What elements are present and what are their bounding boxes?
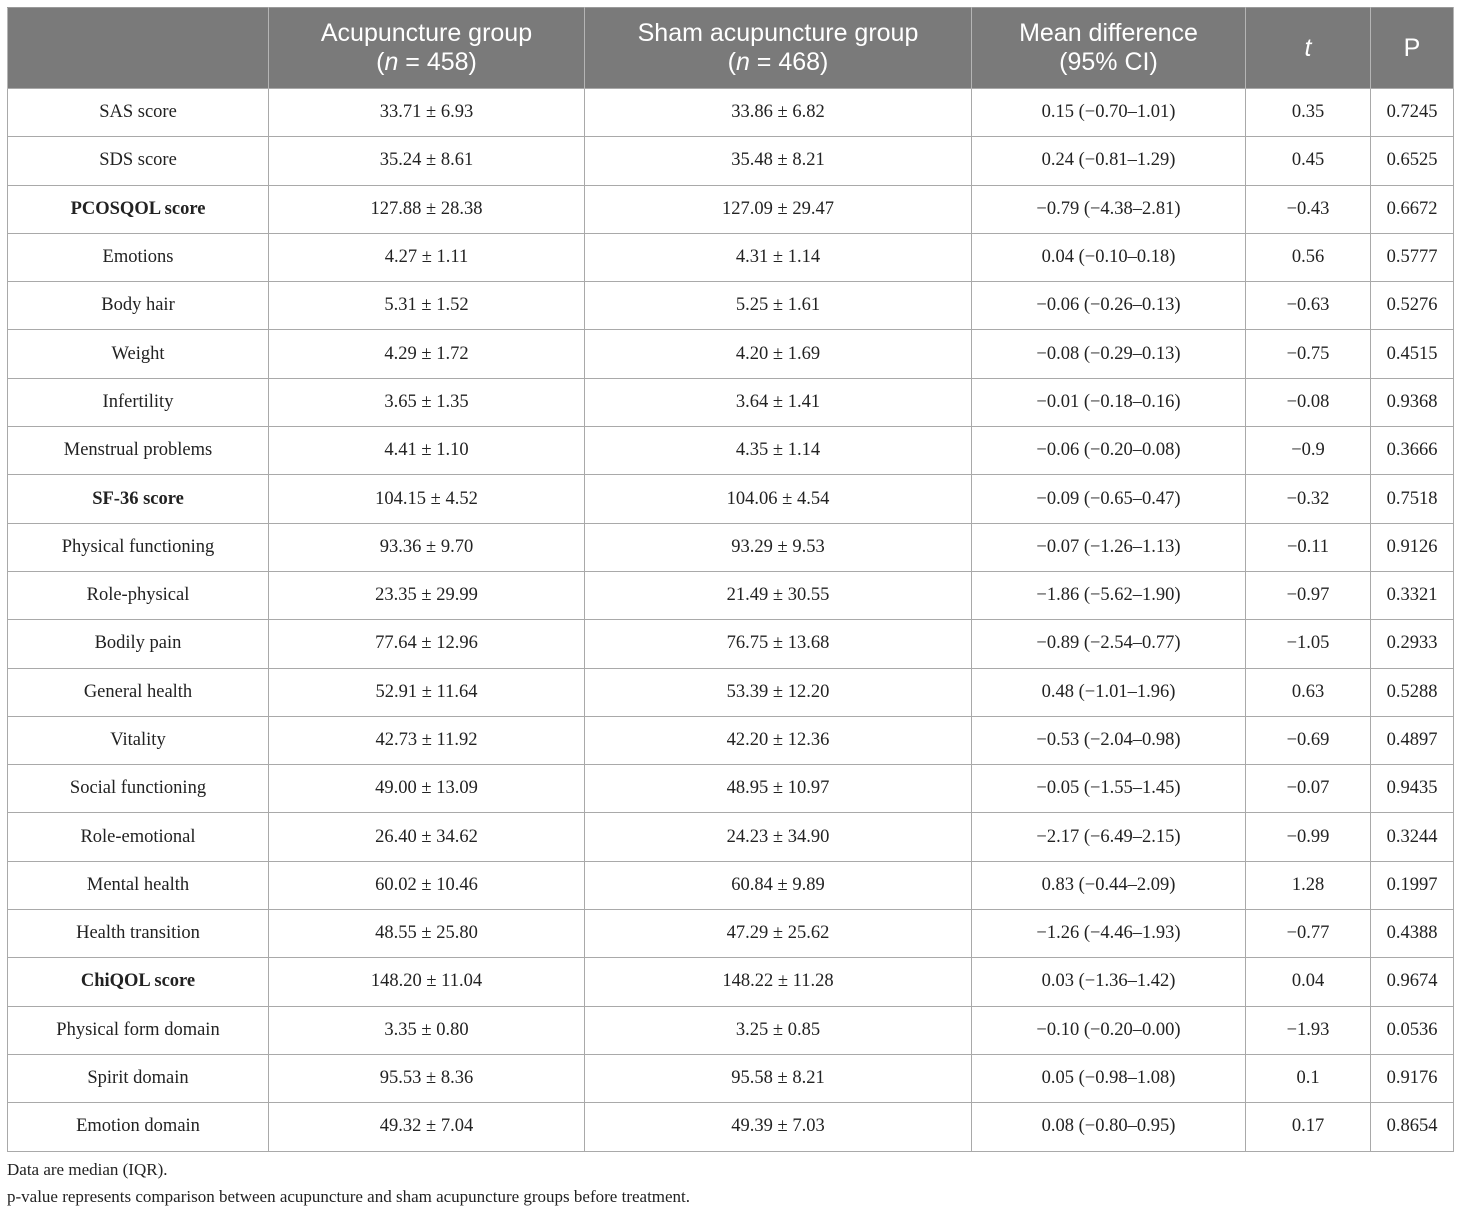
p-value-cell: 0.7245 (1371, 89, 1454, 137)
sham-value-cell: 60.84 ± 9.89 (585, 861, 972, 909)
sham-value-cell: 35.48 ± 8.21 (585, 137, 972, 185)
row-label-cell: Menstrual problems (8, 427, 269, 475)
header-sham-n (591, 48, 965, 77)
table-row (8, 185, 1454, 233)
header-row (8, 8, 1454, 89)
t-value-cell: −0.32 (1246, 475, 1371, 523)
table-row (8, 378, 1454, 426)
mean-difference-cell: 0.03 (−1.36–1.42) (972, 958, 1246, 1006)
table-row (8, 1103, 1454, 1151)
sham-value-cell: 53.39 ± 12.20 (585, 668, 972, 716)
t-value-cell: 0.35 (1246, 89, 1371, 137)
n-value: = 458) (398, 48, 477, 76)
mean-difference-cell: 0.83 (−0.44–2.09) (972, 861, 1246, 909)
header-sham-group (585, 8, 972, 89)
sham-value-cell: 49.39 ± 7.03 (585, 1103, 972, 1151)
t-value-cell: −0.97 (1246, 571, 1371, 619)
table-row (8, 233, 1454, 281)
mean-difference-cell: −0.06 (−0.20–0.08) (972, 427, 1246, 475)
row-label-cell: Social functioning (8, 765, 269, 813)
row-label-cell: General health (8, 668, 269, 716)
mean-difference-cell: −0.05 (−1.55–1.45) (972, 765, 1246, 813)
open-paren: ( (376, 48, 385, 76)
header-mean-difference (972, 8, 1246, 89)
mean-difference-cell: −1.26 (−4.46–1.93) (972, 910, 1246, 958)
sham-value-cell: 95.58 ± 8.21 (585, 1054, 972, 1102)
sham-value-cell: 104.06 ± 4.54 (585, 475, 972, 523)
sham-value-cell: 76.75 ± 13.68 (585, 620, 972, 668)
t-value-cell: −0.11 (1246, 523, 1371, 571)
p-value-cell: 0.6672 (1371, 185, 1454, 233)
p-value-cell: 0.9435 (1371, 765, 1454, 813)
row-label-cell: Infertility (8, 378, 269, 426)
sham-value-cell: 127.09 ± 29.47 (585, 185, 972, 233)
mean-difference-cell: 0.05 (−0.98–1.08) (972, 1054, 1246, 1102)
table-row (8, 475, 1454, 523)
acupuncture-value-cell: 4.41 ± 1.10 (269, 427, 585, 475)
row-label-cell: Spirit domain (8, 1054, 269, 1102)
header-sham-title: Sham acupuncture group (637, 19, 919, 47)
t-value-cell: 0.56 (1246, 233, 1371, 281)
mean-difference-cell: −0.53 (−2.04–0.98) (972, 716, 1246, 764)
header-p: P (1371, 8, 1454, 89)
sham-value-cell: 33.86 ± 6.82 (585, 89, 972, 137)
p-value-cell: 0.5777 (1371, 233, 1454, 281)
t-value-cell: −0.07 (1246, 765, 1371, 813)
acupuncture-value-cell: 3.65 ± 1.35 (269, 378, 585, 426)
row-label-cell: Emotion domain (8, 1103, 269, 1151)
t-value-cell: 0.1 (1246, 1054, 1371, 1102)
table-row (8, 89, 1454, 137)
p-value-cell: 0.3244 (1371, 813, 1454, 861)
t-value-cell: −0.08 (1246, 378, 1371, 426)
table-row (8, 330, 1454, 378)
table-row (8, 958, 1454, 1006)
table-body (8, 89, 1454, 1152)
t-value-cell: −0.9 (1246, 427, 1371, 475)
sham-value-cell: 93.29 ± 9.53 (585, 523, 972, 571)
acupuncture-value-cell: 93.36 ± 9.70 (269, 523, 585, 571)
mean-difference-cell: −0.08 (−0.29–0.13) (972, 330, 1246, 378)
header-mean-difference-title: Mean difference (1019, 19, 1198, 47)
mean-difference-cell: 0.24 (−0.81–1.29) (972, 137, 1246, 185)
mean-difference-cell: −0.89 (−2.54–0.77) (972, 620, 1246, 668)
row-label-cell: Physical functioning (8, 523, 269, 571)
row-label-cell: PCOSQOL score (8, 185, 269, 233)
p-value-cell: 0.1997 (1371, 861, 1454, 909)
table-row (8, 137, 1454, 185)
p-value-cell: 0.0536 (1371, 1006, 1454, 1054)
row-label-cell: Weight (8, 330, 269, 378)
table-row (8, 861, 1454, 909)
row-label-cell: SF-36 score (8, 475, 269, 523)
acupuncture-value-cell: 35.24 ± 8.61 (269, 137, 585, 185)
mean-difference-cell: 0.48 (−1.01–1.96) (972, 668, 1246, 716)
p-value-cell: 0.9674 (1371, 958, 1454, 1006)
table-row (8, 523, 1454, 571)
sham-value-cell: 47.29 ± 25.62 (585, 910, 972, 958)
sham-value-cell: 21.49 ± 30.55 (585, 571, 972, 619)
p-value-cell: 0.9368 (1371, 378, 1454, 426)
n-symbol: n (735, 48, 750, 76)
mean-difference-cell: −1.86 (−5.62–1.90) (972, 571, 1246, 619)
p-value-cell: 0.7518 (1371, 475, 1454, 523)
t-value-cell: −0.99 (1246, 813, 1371, 861)
t-value-cell: 0.45 (1246, 137, 1371, 185)
acupuncture-value-cell: 77.64 ± 12.96 (269, 620, 585, 668)
sham-value-cell: 48.95 ± 10.97 (585, 765, 972, 813)
acupuncture-value-cell: 127.88 ± 28.38 (269, 185, 585, 233)
header-mean-difference-ci: (95% CI) (1059, 48, 1158, 76)
acupuncture-value-cell: 48.55 ± 25.80 (269, 910, 585, 958)
p-value-cell: 0.3666 (1371, 427, 1454, 475)
table-row (8, 813, 1454, 861)
sham-value-cell: 3.64 ± 1.41 (585, 378, 972, 426)
header-outcome (8, 8, 269, 89)
t-value-cell: −1.93 (1246, 1006, 1371, 1054)
t-value-cell: −0.69 (1246, 716, 1371, 764)
p-value-cell: 0.9176 (1371, 1054, 1454, 1102)
p-value-cell: 0.6525 (1371, 137, 1454, 185)
acupuncture-value-cell: 60.02 ± 10.46 (269, 861, 585, 909)
p-value-cell: 0.5288 (1371, 668, 1454, 716)
acupuncture-value-cell: 104.15 ± 4.52 (269, 475, 585, 523)
acupuncture-value-cell: 4.29 ± 1.72 (269, 330, 585, 378)
t-value-cell: 0.17 (1246, 1103, 1371, 1151)
header-acupuncture-title: Acupuncture group (320, 19, 533, 47)
header-t (1246, 8, 1371, 89)
sham-value-cell: 4.35 ± 1.14 (585, 427, 972, 475)
t-value-cell: 1.28 (1246, 861, 1371, 909)
acupuncture-value-cell: 49.32 ± 7.04 (269, 1103, 585, 1151)
header-t-label: t (1304, 33, 1312, 62)
p-value-cell: 0.4515 (1371, 330, 1454, 378)
mean-difference-cell: 0.08 (−0.80–0.95) (972, 1103, 1246, 1151)
acupuncture-value-cell: 95.53 ± 8.36 (269, 1054, 585, 1102)
sham-value-cell: 42.20 ± 12.36 (585, 716, 972, 764)
row-label-cell: Mental health (8, 861, 269, 909)
table-row (8, 1054, 1454, 1102)
sham-value-cell: 4.20 ± 1.69 (585, 330, 972, 378)
mean-difference-cell: −0.09 (−0.65–0.47) (972, 475, 1246, 523)
footnote-p-value: p-value represents comparison between acupuncture and sham acupuncture groups before treatment. (7, 1187, 691, 1206)
p-value-cell: 0.8654 (1371, 1103, 1454, 1151)
t-value-cell: −0.75 (1246, 330, 1371, 378)
acupuncture-value-cell: 23.35 ± 29.99 (269, 571, 585, 619)
table-row (8, 716, 1454, 764)
row-label-cell: Bodily pain (8, 620, 269, 668)
acupuncture-value-cell: 3.35 ± 0.80 (269, 1006, 585, 1054)
sham-value-cell: 148.22 ± 11.28 (585, 958, 972, 1006)
sham-value-cell: 24.23 ± 34.90 (585, 813, 972, 861)
acupuncture-value-cell: 148.20 ± 11.04 (269, 958, 585, 1006)
sham-value-cell: 5.25 ± 1.61 (585, 282, 972, 330)
table-row (8, 765, 1454, 813)
n-value: = 468) (749, 48, 829, 76)
mean-difference-cell: −0.79 (−4.38–2.81) (972, 185, 1246, 233)
mean-difference-cell: −0.10 (−0.20–0.00) (972, 1006, 1246, 1054)
table-footnotes (7, 1156, 690, 1210)
t-value-cell: −0.77 (1246, 910, 1371, 958)
p-value-cell: 0.4897 (1371, 716, 1454, 764)
results-table-container (7, 7, 1453, 1152)
row-label-cell: SDS score (8, 137, 269, 185)
mean-difference-cell: −0.07 (−1.26–1.13) (972, 523, 1246, 571)
table-row (8, 620, 1454, 668)
acupuncture-value-cell: 4.27 ± 1.11 (269, 233, 585, 281)
footnote-data-format: Data are median (IQR). (7, 1160, 168, 1179)
table-row (8, 427, 1454, 475)
row-label-cell: Role-physical (8, 571, 269, 619)
t-value-cell: 0.63 (1246, 668, 1371, 716)
sham-value-cell: 4.31 ± 1.14 (585, 233, 972, 281)
mean-difference-cell: −2.17 (−6.49–2.15) (972, 813, 1246, 861)
p-value-cell: 0.9126 (1371, 523, 1454, 571)
open-paren: ( (727, 48, 736, 76)
mean-difference-cell: 0.15 (−0.70–1.01) (972, 89, 1246, 137)
table-row (8, 1006, 1454, 1054)
t-value-cell: −0.63 (1246, 282, 1371, 330)
row-label-cell: Health transition (8, 910, 269, 958)
row-label-cell: SAS score (8, 89, 269, 137)
row-label-cell: ChiQOL score (8, 958, 269, 1006)
p-value-cell: 0.4388 (1371, 910, 1454, 958)
acupuncture-value-cell: 49.00 ± 13.09 (269, 765, 585, 813)
table-row (8, 571, 1454, 619)
t-value-cell: 0.04 (1246, 958, 1371, 1006)
row-label-cell: Body hair (8, 282, 269, 330)
p-value-cell: 0.5276 (1371, 282, 1454, 330)
table-row (8, 668, 1454, 716)
acupuncture-value-cell: 33.71 ± 6.93 (269, 89, 585, 137)
acupuncture-value-cell: 52.91 ± 11.64 (269, 668, 585, 716)
t-value-cell: −0.43 (1246, 185, 1371, 233)
p-value-cell: 0.3321 (1371, 571, 1454, 619)
p-value-cell: 0.2933 (1371, 620, 1454, 668)
table-row (8, 282, 1454, 330)
mean-difference-cell: 0.04 (−0.10–0.18) (972, 233, 1246, 281)
table-header (8, 8, 1454, 89)
t-value-cell: −1.05 (1246, 620, 1371, 668)
acupuncture-value-cell: 5.31 ± 1.52 (269, 282, 585, 330)
row-label-cell: Physical form domain (8, 1006, 269, 1054)
results-table (7, 7, 1454, 1152)
mean-difference-cell: −0.01 (−0.18–0.16) (972, 378, 1246, 426)
row-label-cell: Vitality (8, 716, 269, 764)
header-acupuncture-n (275, 48, 578, 77)
row-label-cell: Emotions (8, 233, 269, 281)
n-symbol: n (384, 48, 399, 76)
table-row (8, 910, 1454, 958)
acupuncture-value-cell: 42.73 ± 11.92 (269, 716, 585, 764)
sham-value-cell: 3.25 ± 0.85 (585, 1006, 972, 1054)
header-acupuncture-group (269, 8, 585, 89)
acupuncture-value-cell: 26.40 ± 34.62 (269, 813, 585, 861)
mean-difference-cell: −0.06 (−0.26–0.13) (972, 282, 1246, 330)
row-label-cell: Role-emotional (8, 813, 269, 861)
